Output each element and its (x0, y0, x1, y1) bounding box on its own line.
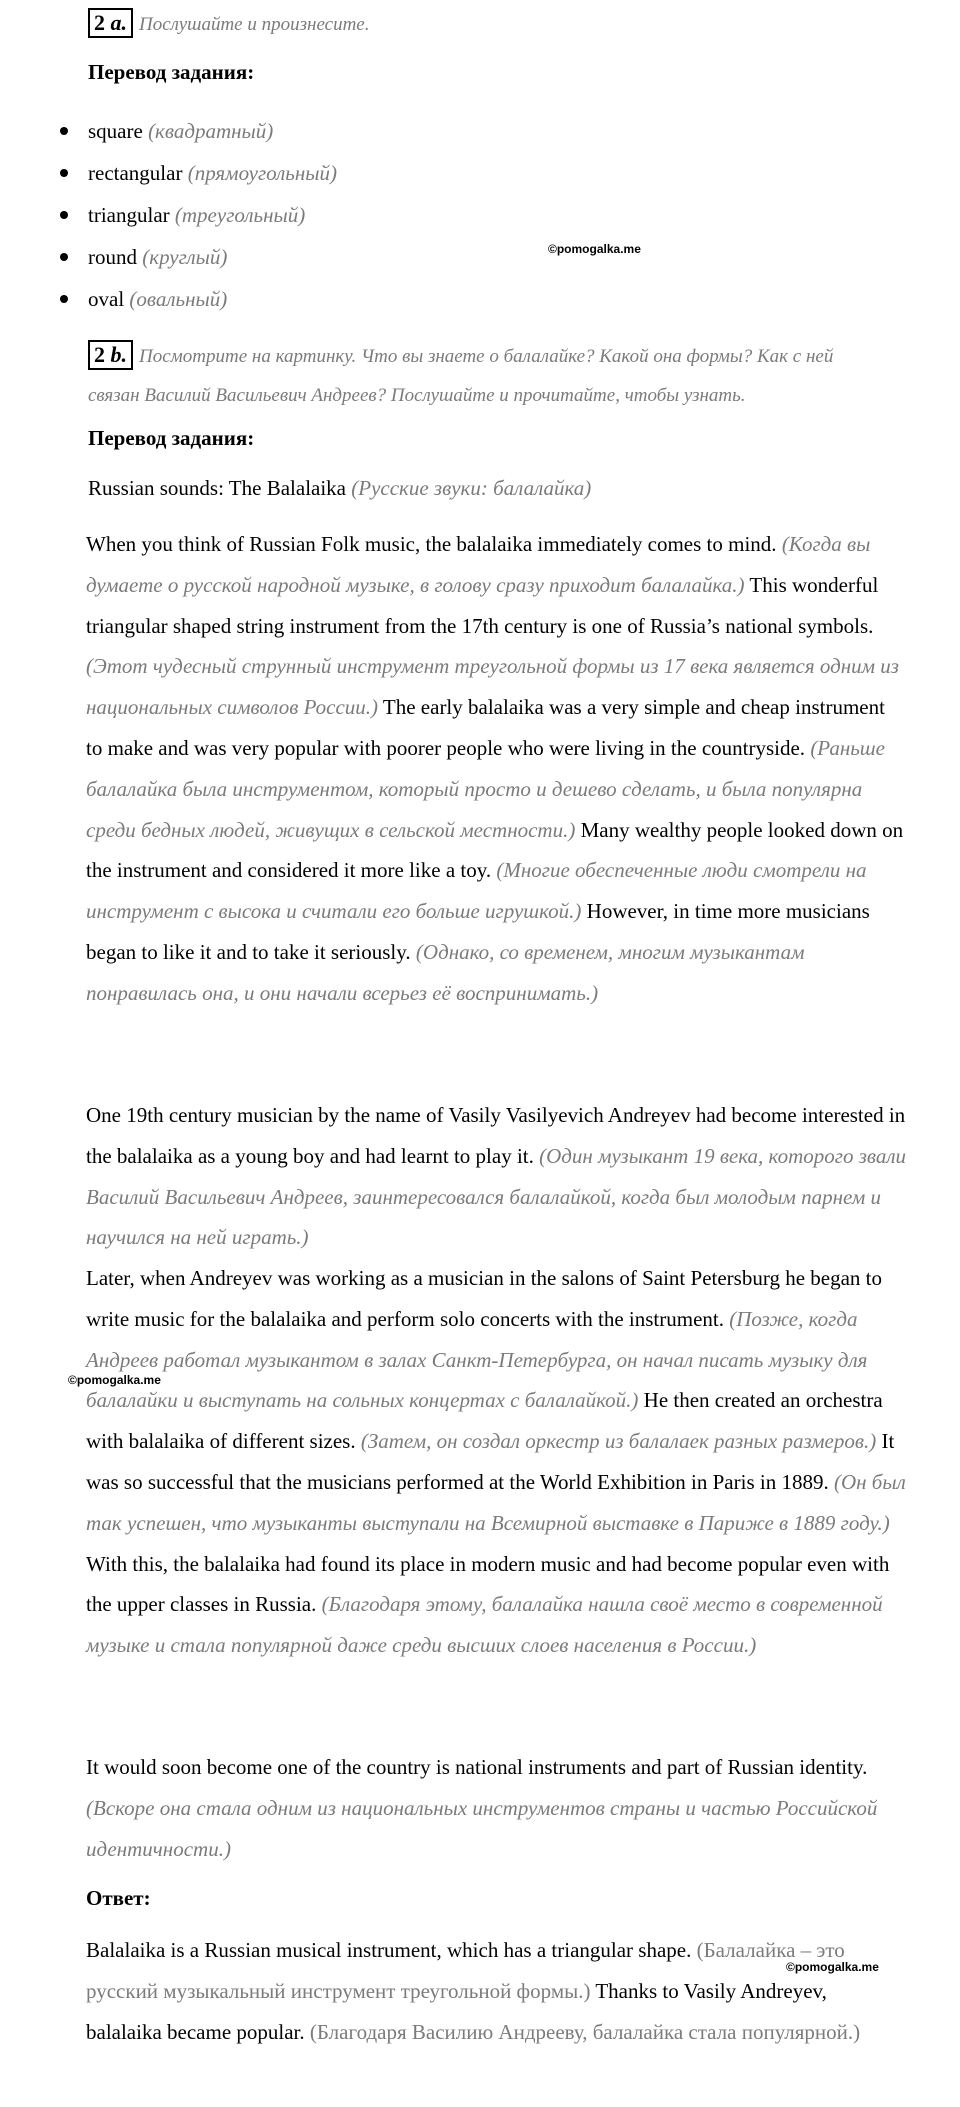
text-en: It was so successful that the musicians performed at the World Exhibition in Paris in 1889. (86, 1429, 895, 1494)
paragraph-2 (86, 1095, 906, 1258)
text-en: It would soon become one of the country is national instruments and part of Russian identity. (86, 1755, 868, 1779)
paragraph-1 (86, 524, 906, 1014)
answer-heading: Ответ: (86, 1886, 151, 1910)
text-en: Many wealthy people looked down on the instrument and considered it more like a toy. (86, 817, 904, 883)
text-ru: (Раньше балалайка была инструментом, который просто и дешево сделать, и была популярна среди бедных людей, живущих в сельской местности.) (86, 735, 885, 842)
bullet-icon (60, 127, 68, 135)
text-en: He then created an orchestra with balalaika of different sizes. (86, 1388, 883, 1454)
shape-ru: (прямоугольный) (187, 161, 337, 185)
task-b-label-num: 2 (94, 342, 105, 367)
paragraph-3 (86, 1258, 906, 1666)
text-en: Balalaika is a Russian musical instrument, which has a triangular shape. (86, 1938, 697, 1962)
shape-ru: (овальный) (129, 287, 228, 311)
text-ru: (Балалайка – это русский музыкальный инструмент треугольной формы.) (86, 1938, 845, 2003)
task-b-instruction-line1: Посмотрите на картинку. Что вы знаете о балалайке? Какой она формы? Как с ней (139, 346, 834, 367)
text-en: Thanks to Vasily Andreyev, balalaika became popular. (86, 1979, 827, 2044)
task-a-label-letter: a. (110, 10, 127, 35)
text-ru: (Многие обеспеченные люди смотрели на инструмент с высока и считали его больше игрушкой.) (86, 858, 867, 924)
list-item (60, 152, 337, 194)
text-ru: (Один музыкант 19 века, которого звали Василий Васильевич Андреев, заинтересовался балалайкой, когда был молодым парнем и научился на ней играть.) (86, 1143, 907, 1250)
translation-heading-a: Перевод задания: (88, 60, 255, 84)
text-en: However, in time more musicians began to like it and to take it seriously. (86, 899, 870, 964)
shape-en: triangular (88, 203, 170, 227)
text-ru: (Однако, со временем, многим музыкантам понравилась она, и они начали всерьез её воспринимать.) (86, 939, 805, 1005)
paragraph-4 (86, 1747, 906, 1869)
shape-en: round (88, 245, 137, 269)
text-ru: (Благодаря Василию Андрееву, балалайка стала популярной.) (309, 2020, 861, 2044)
text-ru: (Благодаря этому, балалайка нашла своё место в современной музыке и стала популярной даже среди высших слоев населения в России.) (86, 1592, 883, 1658)
list-item (60, 110, 337, 152)
text-title (88, 476, 591, 501)
task-b-instruction-line2: связан Василий Васильевич Андреев? Послушайте и прочитайте, чтобы узнать. (88, 385, 746, 406)
text-ru: (Когда вы думаете о русской народной музыке, в голову сразу приходит балалайка.) (86, 532, 871, 597)
text-ru: (Он был так успешен, что музыканты выступали на Всемирной выставке в Париже в 1889 году.) (86, 1469, 906, 1535)
list-item (60, 236, 337, 278)
task-a-label (88, 8, 133, 38)
bullet-icon (60, 211, 68, 219)
task-a (88, 8, 369, 38)
shape-en: oval (88, 287, 125, 311)
shape-ru: (круглый) (142, 245, 228, 269)
list-item (60, 278, 337, 320)
text-en: With this, the balalaika had found its place in modern music and had become popular even with the upper classes in Russia. (86, 1551, 890, 1617)
answer-paragraph (86, 1930, 906, 2053)
text-ru: (Этот чудесный струнный инструмент треугольной формы из 17 века является одним из национальных символов России.) (86, 654, 900, 720)
shape-en: square (88, 119, 143, 143)
title-ru: (Русские звуки: балалайка) (351, 476, 592, 500)
text-en: One 19th century musician by the name of Vasily Vasilyevich Andreyev had become interested in the balalaika as a young boy and had learnt to play it. (86, 1103, 906, 1168)
watermark: ©pomogalka.me (68, 1373, 161, 1387)
bullet-icon (60, 253, 68, 261)
text-en: This wonderful triangular shaped string instrument from the 17th century is one of Russia’s national symbols. (86, 572, 879, 638)
translation-heading-b: Перевод задания: (88, 426, 255, 450)
watermark: ©pomogalka.me (548, 242, 641, 256)
text-ru: (Затем, он создал оркестр из балалаек разных размеров.) (360, 1429, 877, 1454)
task-b (88, 338, 908, 416)
shape-en: rectangular (88, 161, 183, 185)
text-ru: (Позже, когда Андреев работал музыкантом в залах Санкт-Петербурга, он начал писать музыку для балалайки и выступать на сольных концертах с балалайкой.) (86, 1306, 868, 1413)
list-item (60, 194, 337, 236)
shapes-list (60, 110, 337, 320)
task-a-label-num: 2 (94, 10, 105, 35)
text-en: Later, when Andreyev was working as a musician in the salons of Saint Petersburg he began to write music for the balalaika and perform solo concerts with the instrument. (86, 1266, 883, 1331)
text-en: When you think of Russian Folk music, the balalaika immediately comes to mind. (86, 532, 782, 556)
watermark: ©pomogalka.me (786, 1960, 879, 1974)
shape-ru: (квадратный) (148, 119, 274, 143)
task-a-instruction: Послушайте и произнесите. (139, 14, 370, 35)
text-ru: (Вскоре она стала одним из национальных инструментов страны и частью Российской идентичности.) (86, 1795, 878, 1861)
shape-ru: (треугольный) (174, 203, 306, 227)
text-en: The early balalaika was a very simple and cheap instrument to make and was very popular with poorer people who were living in the countryside. (86, 695, 885, 760)
title-en: Russian sounds: The Balalaika (88, 476, 346, 500)
task-b-label (88, 340, 133, 370)
task-b-label-letter: b. (110, 342, 127, 367)
bullet-icon (60, 295, 68, 303)
bullet-icon (60, 169, 68, 177)
